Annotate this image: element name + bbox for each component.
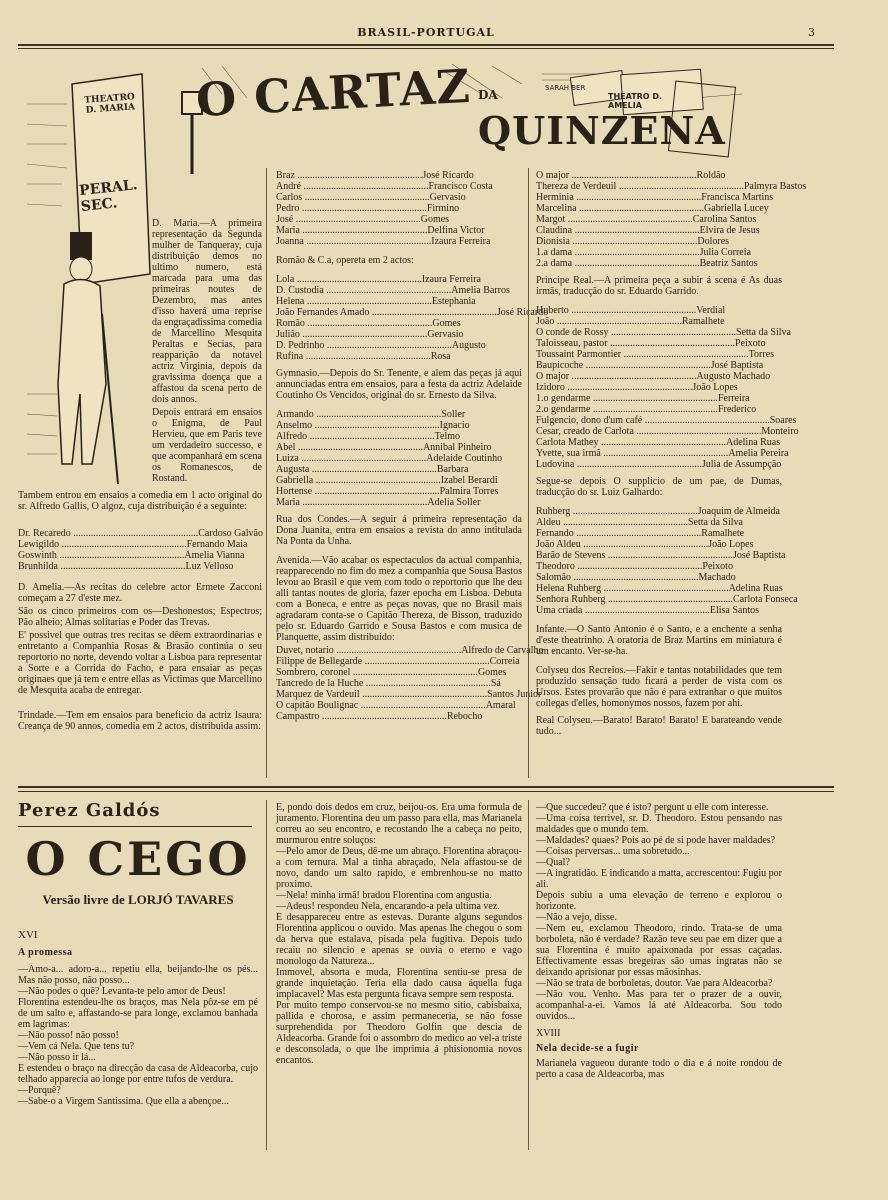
cast-role: Helena .................................................. [276,296,432,307]
cast-actor: Palmira Torres [439,486,499,497]
amelia-extra: E' possivel que outras tres recitas se dêem extraordinarias e entretanto a Companhia Rosas & Brasão continúa o seu reportorio no norte, devendo voltar a Lisboa para representar a Sorte e a Corrida do Facho, e para ensaiar as peças originaes que já tem e entre ellas as Victimas que Marcellino de Mesquita acaba de entregar. [18,630,262,696]
theatre-poster-illustration [22,64,152,494]
cast-role: Izidoro .................................................. [536,382,693,393]
cast-row [276,667,522,678]
chapter-title: A promessa [18,947,73,958]
cast-role: 1.o gendarme .................................................. [536,393,718,404]
banner-sign-sarah: SARAH BER [545,84,586,92]
cast-row [536,605,782,616]
cast-actor: Annibal Pinheiro [422,442,492,453]
cast-actor: José Ricardo [422,170,474,181]
infante-paragraph: Infante.—O Santo Antonio é o Santo, e a enchente a senha d'este theatrinho. A oratoria de Braz Martins em miniatura é um encanto. Ver-se-ha. [536,624,782,657]
cast-row [276,700,522,711]
cast-row [276,214,522,225]
cast-role: Lewigildo .................................................. [18,539,187,550]
cast-row [536,225,782,236]
cast-actor: Rebocho [446,711,483,722]
gymnasio-paragraph: Gymnasio.—Depois do Sr. Tenente, e alem das peças já aqui annunciadas entra em ensaios, para a festa da actriz Adelaide Coutinho Os Vencidos, original do sr. Ernesto da Silva. [276,368,522,401]
cast-actor: Gomes [477,667,507,678]
cast-row [18,539,262,550]
cast-row [276,181,522,192]
cast-role: Luiza .................................................. [276,453,427,464]
cast-role: Lola .................................................. [276,274,422,285]
principe-paragraph: Principe Real.—A primeira peça a subir á scena é As duas irmãs, traducção do sr. Eduardo Garrido. [536,275,782,297]
cast-actor: Gervasio [427,329,464,340]
cast-row [276,442,522,453]
cast-row [276,236,522,247]
cast-row [276,475,522,486]
cast-actor: José Ricardo [496,307,549,318]
cast-role: Filippe de Bellegarde .................................................. [276,656,490,667]
banner-title-da: DA [478,88,498,102]
story-divider-2 [528,800,529,1150]
cast-row [536,404,782,415]
header-rule [18,44,834,46]
cast-actor: Ramalhete [681,316,725,327]
enigma-paragraph: Depois entrará em ensaios o Enigma, de Paul Hervieu, que em Paris teve um verdadeiro successo, e que acompanhará em scena os Romanescos, de Rostand. [152,407,262,484]
cast-list-supplicio [536,506,798,616]
cast-row [536,550,786,561]
cast-row [276,464,522,475]
section-rule-thin [18,791,834,792]
cast-actor: Adelina Ruas [728,583,783,594]
cast-actor: Telmo [434,431,461,442]
amelia-paragraph: D. Amelia.—As recitas do celebre actor Ermete Zacconi começam a 27 d'este mez. [18,582,262,604]
cast-actor: Fernando Maia [186,539,248,550]
cast-list-capitao [276,645,544,722]
cast-actor: Julia de Assumpção [701,459,782,470]
cast-actor: Monteiro [761,426,799,437]
cast-actor: João Lopes [692,382,738,393]
cast-role: Baupicoche .................................................. [536,360,711,371]
cast-role: Uma criada .................................................. [536,605,710,616]
cast-row [536,181,807,192]
trindade-paragraph: Trindade.—Tem em ensaios para beneficio da actriz Isaura: Creança de 90 annos, comedia em 2 actos, distribuida assim: [18,710,262,732]
cast-row [276,689,542,700]
cast-row [276,318,522,329]
cast-actor: Palmyra Bastos [743,181,807,192]
cast-actor: Adelia Soller [427,497,481,508]
condes-paragraph: Rua dos Condes.—A seguir á primeira representação da Dona Juanita, entra em ensaios a revista do anno intitulada Na Ponta da Unha. [276,514,522,547]
cast-row [536,459,782,470]
cast-row [536,437,782,448]
cast-row [276,409,522,420]
cast-actor: Peixoto [702,561,733,572]
avenida-paragraph: Avenida.—Vão acabar os espectaculos da actual companhia, reapparecendo no fim do mez a companhia que Sousa Bastos levou ao Brasil e que vem com todo o reportorio que lhe deu alli tantas noutes de gloria, fazer epocha em Lisboa. Debuta com a Boneca, e entre as peças novas, que no Brasil mais agradaram conta-se o Capitão Thereza, de Bisson, traduzido pelo sr. Eduardo Garrido e Sousa Bastos e com musica de Planquette, assim distribuido: [276,555,522,643]
cast-role: José .................................................. [276,214,421,225]
cast-actor: José Baptista [732,550,786,561]
cast-actor: Santos Junior [487,689,542,700]
cast-row [536,528,782,539]
cast-role: Brunhilda .................................................. [18,561,186,572]
cast-row [536,594,798,605]
cast-role: Augusta .................................................. [276,464,437,475]
cast-actor: Izabel Berardi [440,475,498,486]
chapter-2-number: XVIII [536,1028,561,1039]
cast-actor: Setta da Silva [736,327,791,338]
cast-actor: Gomes [420,214,450,225]
page-header-title: BRASIL-PORTUGAL [357,26,495,39]
cast-role: Ludovina .................................................. [536,459,702,470]
cast-actor: Augusto [451,340,486,351]
column-divider-2 [528,168,529,778]
cast-actor: José Baptista [710,360,764,371]
author-underline [18,826,252,827]
cast-actor: Estephania [431,296,476,307]
story-text-4: Marianela vagueou durante todo o dia e á noite rondou de perto a casa de Aldeacorba, mas [536,1058,782,1080]
cast-row [276,656,522,667]
cast-role: Rufina .................................................. [276,351,431,362]
cast-row [536,539,782,550]
cast-row [276,170,522,181]
cast-row [536,572,782,583]
colyseu-paragraph: Colyseu dos Recreios.—Fakir e tantas notabilidades que tem produzido sensação tudo ficará a perder de vista com os Ursos. Estes provarão que não é para extranhar o que muitos collegas d'elles, homonymos nossos, fazem por ahi. [536,665,782,709]
cast-actor: Carolina Santos [692,214,757,225]
romao-heading: Romão & C.a, opereta em 2 actos: [276,255,414,266]
cast-actor: Amelia Vianna [184,550,245,561]
cast-actor: Carlota Fonseca [733,594,798,605]
cast-actor: Alfredo de Carvalho [461,645,544,656]
cast-role: Ruhberg .................................................. [536,506,698,517]
cast-actor: Augusto Machado [696,371,771,382]
cast-role: Senhora Ruhberg .................................................. [536,594,734,605]
cast-role: Barão de Stevens .................................................. [536,550,733,561]
cast-row [536,426,799,437]
dmaria-paragraph: D. Maria.—A primeira representação da Segunda mulher de Tanqueray, cuja distribuição demos no ultimo numero, está marcada para uma das primeiras noutes de Dezembro, mas antes d'isso haverá uma reprise da engraçadissima comedia de Marcellino Mesquita Peraltas e Secias, para reapparição da notavel actriz Virginia, depois da gravissima doença que a affastou da scena perto de dois annos. [152,218,262,405]
cast-actor: Barbara [436,464,469,475]
cast-role: Duvet, notario .................................................. [276,645,462,656]
cast-actor: Cardoso Galvão [198,528,263,539]
cast-role: Alfredo .................................................. [276,431,435,442]
cast-actor: Gabriella Lucey [704,203,769,214]
cast-row [276,225,522,236]
cast-row [276,296,522,307]
cast-row [536,415,797,426]
story-divider-1 [266,800,267,1150]
cast-row [536,338,782,349]
cast-actor: Beatriz Santos [699,258,758,269]
cast-row [536,203,782,214]
cast-role: Huberto .................................................. [536,305,697,316]
cast-actor: Joaquim de Almeida [697,506,780,517]
cast-actor: Luz Velloso [185,561,234,572]
cast-role: Romão .................................................. [276,318,433,329]
story-column-1 [18,930,258,1109]
cast-actor: Amaral [485,700,516,711]
poster-peraltas-text: PERAL. SEC. [78,177,139,216]
cast-role: Taloisseau, pastor .................................................. [536,338,736,349]
column-2 [276,170,549,722]
cast-list-vencidos [276,409,522,508]
cast-list-capitao-cont [536,170,807,269]
cast-row [276,711,522,722]
banner-title-cartaz: O CARTAZ [194,58,473,128]
cast-actor: Gervasio [429,192,466,203]
cast-row [536,393,782,404]
cast-role: Goswinth .................................................. [18,550,185,561]
cast-actor: Correia [489,656,520,667]
cast-role: Theodoro .................................................. [536,561,703,572]
section-rule [18,786,834,788]
column-divider-1 [266,168,267,778]
cast-actor: Ramalhete [701,528,745,539]
cast-actor: Elvira de Jesus [699,225,760,236]
cast-row [276,453,522,464]
algoz-paragraph: Tambem entrou em ensaios a comedia em 1 acto original do sr. Alfredo Gallis, O algoz, cuja distribuição é a seguinte: [18,490,262,512]
cast-row [276,203,522,214]
cast-role: Julião .................................................. [276,329,428,340]
cast-actor: Roldão [696,170,726,181]
cast-row [18,550,262,561]
cast-role: Pedro .................................................. [276,203,427,214]
cast-row [536,327,791,338]
cast-row [276,192,522,203]
cast-row [536,517,782,528]
cast-role: João Fernandes Amado .................................................. [276,307,497,318]
cast-role: Tancredo de la Huche .................................................. [276,678,491,689]
cast-role: Dionisia .................................................. [536,236,698,247]
cast-row [276,274,522,285]
cast-actor: Machado [698,572,736,583]
story-title: O CEGO [25,832,251,886]
cast-actor: Izaura Ferreira [421,274,481,285]
story-text-2: E, pondo dois dedos em cruz, beijou-os. Era uma formula de juramento. Florentina deu um passo para ella, mas Marianela correu ao seu encontro, e recostando lhe a cabeça no peito, murmurou entre soluços: —Pelo amor de Deus, dê-me um abraço. Florentina abraçou-a com ternura. Mal a tinha abraçado, Nela affastou-se de novo, dando um salto rapido, e embrenhou-se no matto proximo. —Nela! minha irmã! bradou Florentina com angustia. —Adeus! respondeu Nela, encarando-a pela ultima vez. E desappareceu entre as estevas. Durante alguns segundos Florentina applicou o ouvido. Mas apenas lhe chegou o som da herva que estalava, pisada pela fugitiva. Depois tudo recaiu no silencio e apenas se ouvia o eterno e vago monologo da Natureza... Immovel, absorta e muda, Florentina sentiu-se presa de grande inquietação. Teria ella dado causa áquella fuga implacavel? Mas esta pergunta ficava sempre sem resposta. Por muito tempo conservou-se no mesmo sitio, cabisbaixa, pallida e chorosa, e assim permaneceria, se não fosse surprehendida por Theodoro Golfin que descia de Aldeacorba. Grande foi o assombro do medico ao vel-a triste e desconsolada, o que lhe imprimia á phisionomia novos encantos. [276,802,522,1066]
cast-role: 1.a dama .................................................. [536,247,700,258]
banner-title-quinzena: QUINZENA [478,108,726,153]
cast-row [536,214,782,225]
cast-actor: Gomes [432,318,461,329]
cast-row [536,236,782,247]
poster-theatre-text: THEATRO D. MARIA [84,92,136,116]
cast-role: Joanna .................................................. [276,236,432,247]
cast-row [276,486,522,497]
cast-actor: Amelia Pereira [728,448,789,459]
cast-role: Sombrero, coronel .................................................. [276,667,478,678]
cast-row [536,506,782,517]
cast-role: Fulgencio, dono d'um café .................................................. [536,415,770,426]
cast-list-algoz [18,528,262,572]
cast-actor: Verdial [696,305,726,316]
cast-row [276,645,544,656]
cast-actor: Soller [441,409,466,420]
cast-role: Armando .................................................. [276,409,442,420]
chapter-number: XVI [18,929,38,941]
cast-role: Claudina .................................................. [536,225,700,236]
cast-role: Toussaint Parmontier .................................................. [536,349,749,360]
header-rule-thin [18,48,834,49]
cast-role: D. Custodia .................................................. [276,285,452,296]
cast-role: Thereza de Verdeuil .................................................. [536,181,744,192]
cast-actor: Ignacio [439,420,470,431]
cast-role: Carlota Mathey .................................................. [536,437,726,448]
cast-actor: Soares [769,415,797,426]
cast-list-irmas [536,305,799,470]
cast-row [536,247,782,258]
cast-role: 2.a dama .................................................. [536,258,700,269]
cast-role: Yvette, sua irmã .................................................. [536,448,729,459]
cast-list-creanca [276,170,522,247]
cast-role: Marquez de Vardeuil .................................................. [276,689,488,700]
cast-row [18,561,262,572]
cast-row [276,420,522,431]
cast-role: Helena Ruhberg .................................................. [536,583,729,594]
cast-actor: Setta da Silva [687,517,743,528]
cast-actor: Firmino [426,203,460,214]
cast-role: André .................................................. [276,181,429,192]
cast-role: 2.o gendarme .................................................. [536,404,718,415]
cast-row [276,497,522,508]
cast-role: Carlos .................................................. [276,192,430,203]
cast-role: João .................................................. [536,316,682,327]
cast-role: Maria .................................................. [276,225,428,236]
cast-row [536,448,789,459]
cast-row [536,371,782,382]
cast-actor: Torres [748,349,775,360]
cast-actor: Francisca Martins [701,192,774,203]
cast-actor: Delfina Victor [427,225,485,236]
column-3 [536,170,807,739]
story-column-2 [276,802,522,1068]
cast-role: O conde de Rossy .................................................. [536,327,736,338]
cast-row [276,351,522,362]
cast-role: O major .................................................. [536,170,697,181]
supplicio-paragraph: Segue-se depois O supplicio de um pae, de Dumas, traducção do sr. Luiz Galhardo: [536,476,782,498]
banner-sign-amelia: THEATRO D. AMELIA [608,92,663,110]
cast-row [536,583,782,594]
cast-row [276,329,522,340]
cast-role: Braz .................................................. [276,170,423,181]
story-column-3 [536,802,782,1082]
cast-actor: Rosa [430,351,451,362]
cast-role: Hortense .................................................. [276,486,440,497]
cast-actor: Ferreira [717,393,750,404]
cast-actor: Peixoto [735,338,766,349]
cast-role: Margot .................................................. [536,214,693,225]
cast-actor: Dolores [697,236,730,247]
cast-role: Aldeu .................................................. [536,517,688,528]
cast-row [536,258,782,269]
cast-role: Anselmo .................................................. [276,420,440,431]
cast-actor: Sá [490,678,501,689]
cast-role: Cesar, creado de Carlota .................................................. [536,426,762,437]
cast-row [536,305,782,316]
cast-row [536,561,782,572]
cast-role: Campastro .................................................. [276,711,447,722]
cast-row [536,360,782,371]
cast-role: Abel .................................................. [276,442,423,453]
amelia-repertoire: São os cinco primeiros com os—Deshonestos; Espectros; Pão alheio; Almas solitarias e Poder das Trevas. [18,606,262,628]
cast-row [276,678,522,689]
page-number: 3 [808,26,815,39]
cast-role: O capitão Boulignac .................................................. [276,700,486,711]
cast-actor: Adelaide Coutinho [426,453,503,464]
cast-role: Fernando .................................................. [536,528,702,539]
cast-row [536,170,782,181]
cast-actor: Adelina Ruas [725,437,781,448]
cast-row [536,382,782,393]
cast-role: Maria .................................................. [276,497,428,508]
cast-role: D. Pedrinho .................................................. [276,340,452,351]
cast-list-romao [276,274,549,362]
cast-row [536,192,782,203]
cast-role: João Aldeu .................................................. [536,539,709,550]
cast-row [536,349,782,360]
story-author: Perez Galdós [18,800,161,821]
cast-row [276,285,522,296]
cast-actor: Frederico [717,404,757,415]
cast-actor: Elisa Santos [709,605,760,616]
cast-actor: Francisco Costa [428,181,493,192]
cast-row [18,528,262,539]
cast-row [536,316,782,327]
cast-row [276,431,522,442]
cast-actor: Amelia Barros [451,285,510,296]
cast-role: O major .................................................. [536,371,697,382]
chapter-2-title: Nela decide-se a fugir [536,1043,639,1054]
cast-role: Herminia .................................................. [536,192,702,203]
cast-row [276,340,522,351]
story-text-1: —Amo-a... adoro-a... repetiu ella, beijando-lhe os pés... Mas não posso, não posso... —Não podes o quê? Levanta-te pelo amor de Deus! Florentina estendeu-lhe os braços, mas Nela pôz-se em pé de um salto e, affastando-se para longe, exclamou banhada em lagrimas: —Não posso! não posso! —Vem cá Nela. Que tens tu? —Não posso ir lá... E estendeu o braço na direcção da casa de Aldeacorba, cujo telhado apparecia ao longe por entre tufos de verdura. —Porquê? —Sabe-o a Virgem Santissima. Que ella a abençoe... [18,964,258,1107]
story-text-3: —Que succedeu? que é isto? pergunt u elle com interesse. —Uma coisa terrivel, sr. D. Theodoro. Estou pensando nas maldades que o mundo tem. —Maldades? quaes? Pois ao pé de si pode haver maldades? —Coisas perversas... uma sobretudo... —Qual? —A ingratidão. E indicando a matta, accrescentou: Fugiu por ali. Depois subiu a uma elevação de terreno e explorou o horizonte. —Não a vejo, disse. —Nem eu, exclamou Theodoro, rindo. Trata-se de uma borboleta, não é verdade? Razão teve seu pae em dizer que a sua Florentina é muito apaixonada por essas caçadas. Effectivamente essas bregeiras são umas ingratas não se deixando aprisionar por essas mãosinhas. —Não se trata de borboletas, doutor. Vae para Aldeacorba? —Não vou. Venho. Mas para ter o prazer de a ouvir, acompanhal-a-ei. Vamos lá até Aldeacorba. Sou todo ouvidos... [536,802,782,1022]
cast-actor: Izaura Ferreira [431,236,491,247]
cast-actor: Julia Correia [699,247,751,258]
cast-actor: João Lopes [708,539,754,550]
story-subtitle: Versão livre de LORJÓ TAVARES [42,892,234,907]
cast-role: Salomão .................................................. [536,572,699,583]
column-1-intro [152,218,262,486]
cast-role: Dr. Recaredo .................................................. [18,528,199,539]
cast-role: Marcelina .................................................. [536,203,705,214]
real-colyseu-paragraph: Real Colyseu.—Barato! Barato! Barato! E barateando vende tudo... [536,715,782,737]
cast-row [276,307,549,318]
column-1-body [18,490,262,734]
cast-role: Gabriella .................................................. [276,475,441,486]
